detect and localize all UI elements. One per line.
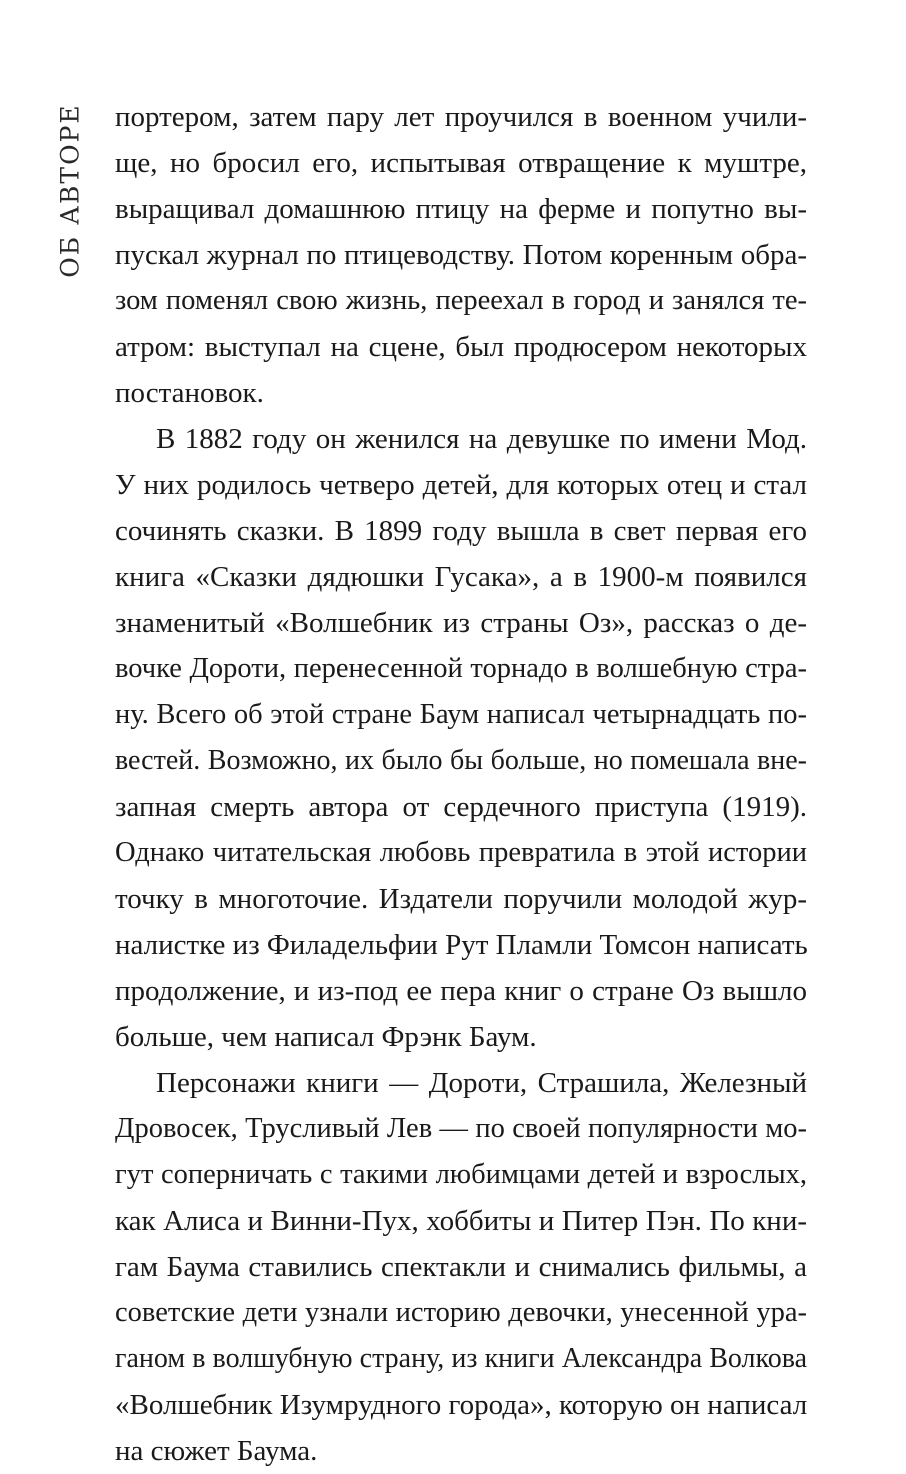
text-line: вочке Дороти, перенесенной торнадо в волшебную стра- [115, 653, 807, 684]
text-line: знаменитый «Волшебник из страны Оз», рассказ о де- [115, 607, 807, 639]
text-line: вестей. Возможно, их было бы больше, но помешала вне- [115, 745, 807, 776]
text-line: на сюжет Баума. [115, 1435, 318, 1467]
text-line: ганом в волшубную страну, из книги Александра Волкова [115, 1343, 807, 1374]
text-line: «Волшебник Изумрудного города», которую он написал [115, 1389, 808, 1421]
text-line: У них родилось четверо детей, для которых отец и стал [115, 469, 807, 501]
text-line: ну. Всего об этой стране Баум написал четырнадцать по- [115, 699, 807, 730]
text-line: Однако читательская любовь превратила в этой истории [115, 837, 807, 868]
text-line: зом поменял свою жизнь, переехал в город и занялся те- [115, 285, 807, 316]
text-line: точку в многоточие. Издатели поручили молодой жур- [115, 883, 807, 915]
text-line: сочинять сказки. В 1899 году вышла в свет первая его [115, 515, 807, 547]
text-line: Персонажи книги — Дороти, Страшила, Железный [156, 1067, 807, 1099]
text-line: советские дети узнали историю девочки, унесенной ура- [115, 1297, 807, 1328]
paragraph-2 [115, 416, 807, 1060]
body-text [115, 94, 807, 1474]
paragraph-1 [115, 94, 807, 416]
text-line: Дровосек, Трусливый Лев — по своей популярности мо- [115, 1113, 807, 1144]
text-line: налистке из Филадельфии Рут Пламли Томсон написать [115, 929, 808, 961]
text-line: запная смерть автора от сердечного приступа (1919). [115, 791, 807, 823]
text-line: портером, затем пару лет проучился в военном учили- [115, 101, 807, 133]
text-line: атром: выступал на сцене, был продюсером некоторых [115, 331, 807, 363]
text-line: выращивал домашнюю птицу на ферме и попутно вы- [115, 193, 807, 225]
text-line: книга «Сказки дядюшки Гусака», а в 1900-м появился [115, 561, 807, 593]
running-head-text: ОБ АВТОРЕ [55, 102, 85, 278]
paragraph-3 [115, 1060, 807, 1474]
text-line: продолжение, и из-под ее пера книг о стране Оз вышло [115, 975, 807, 1007]
text-line: пускал журнал по птицеводству. Потом коренным обра- [115, 239, 807, 271]
running-head [52, 100, 88, 280]
text-line: В 1882 году он женился на девушке по имени Мод. [156, 423, 807, 455]
text-line: больше, чем написал Фрэнк Баум. [115, 1021, 537, 1053]
text-line: ще, но бросил его, испытывая отвращение к муштре, [115, 147, 807, 179]
text-line: как Алиса и Винни-Пух, хоббиты и Питер Пэн. По кни- [115, 1205, 807, 1237]
text-line: постановок. [115, 377, 264, 409]
text-line: гам Баума ставились спектакли и снимались фильмы, а [115, 1251, 807, 1283]
text-line: гут соперничать с такими любимцами детей и взрослых, [115, 1159, 807, 1190]
